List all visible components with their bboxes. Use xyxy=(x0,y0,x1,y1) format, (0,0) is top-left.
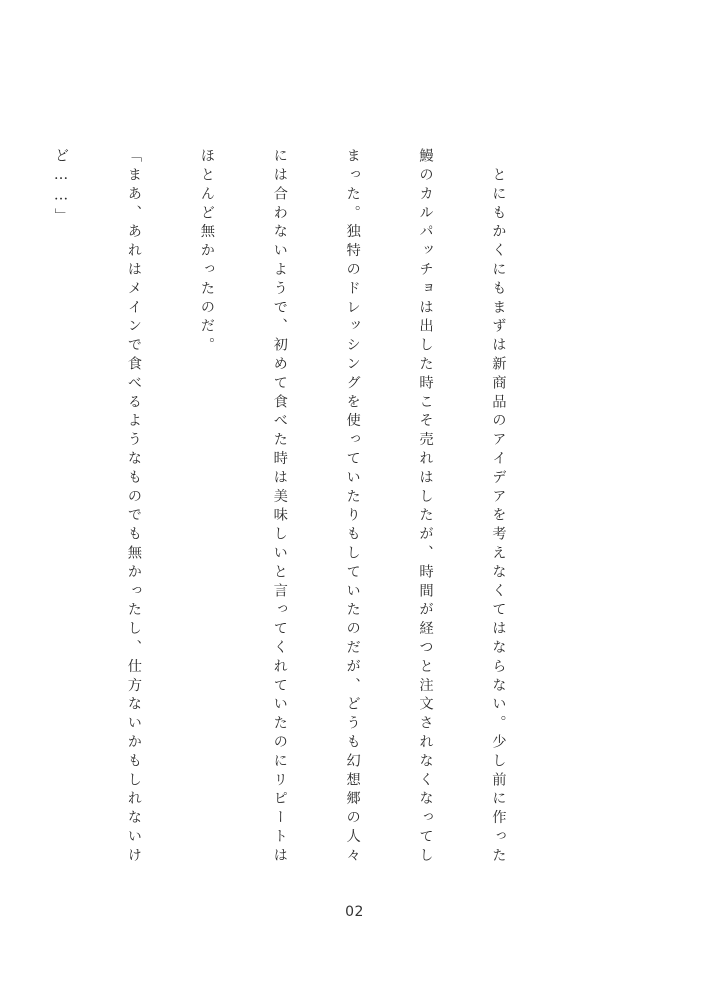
text-line: 「まあ、あれはメインで食べるようなものでも無かったし、仕方ないかもしれないけ xyxy=(125,148,142,867)
text-line: まった。独特のドレッシングを使っていたりもしていたのだが、どうも幻想郷の人々 xyxy=(344,148,361,867)
page-number: 02 xyxy=(345,904,364,920)
body-text xyxy=(0,148,559,868)
text-line: ほとんど無かったのだ。 xyxy=(198,148,215,356)
text-line: には合わないようで、初めて食べた時は美味しいと言ってくれていたのにリピートは xyxy=(271,148,288,867)
text-line: ど……」 xyxy=(53,148,70,227)
text-line: とにもかくにもまずは新商品のアイデアを考えなくてはならない。少し前に作った xyxy=(490,148,507,867)
text-line: 鰻のカルパッチョは出した時こそ売れはしたが、時間が経つと注文されなくなってし xyxy=(417,148,434,867)
